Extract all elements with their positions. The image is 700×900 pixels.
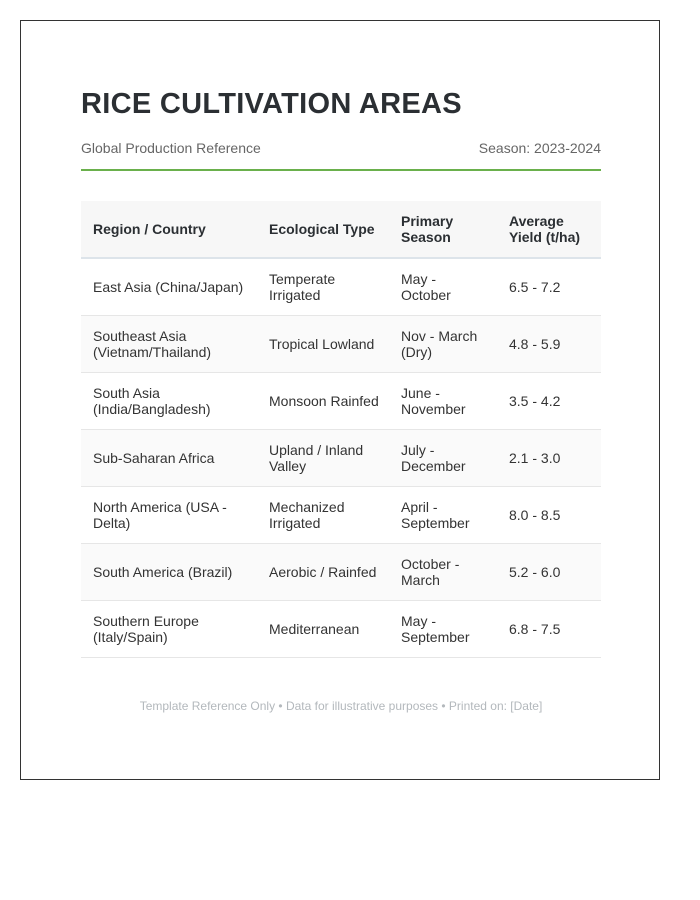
table-row <box>81 258 601 316</box>
cell-ecological-type: Monsoon Rainfed <box>257 373 389 430</box>
column-header-ecological-type: Ecological Type <box>257 201 389 258</box>
cell-average-yield: 6.8 - 7.5 <box>497 601 601 658</box>
cell-region: South America (Brazil) <box>81 544 257 601</box>
meta-row <box>81 139 601 157</box>
cell-average-yield: 6.5 - 7.2 <box>497 258 601 316</box>
table-header-row <box>81 201 601 258</box>
season-label: Season: 2023-2024 <box>478 140 601 156</box>
table-row <box>81 601 601 658</box>
document-subtitle: Global Production Reference <box>81 140 261 156</box>
cell-ecological-type: Mechanized Irrigated <box>257 487 389 544</box>
column-header-region: Region / Country <box>81 201 257 258</box>
cell-primary-season: May - October <box>389 258 497 316</box>
cell-average-yield: 8.0 - 8.5 <box>497 487 601 544</box>
cell-region: North America (USA - Delta) <box>81 487 257 544</box>
cell-primary-season: Nov - March (Dry) <box>389 316 497 373</box>
table-row <box>81 430 601 487</box>
cell-primary-season: October - March <box>389 544 497 601</box>
cell-average-yield: 3.5 - 4.2 <box>497 373 601 430</box>
cell-average-yield: 5.2 - 6.0 <box>497 544 601 601</box>
cell-primary-season: April - September <box>389 487 497 544</box>
cell-ecological-type: Mediterranean <box>257 601 389 658</box>
table-row <box>81 487 601 544</box>
table-row <box>81 316 601 373</box>
cell-ecological-type: Tropical Lowland <box>257 316 389 373</box>
footer-note: Template Reference Only • Data for illustrative purposes • Printed on: [Date] <box>139 699 543 713</box>
cell-average-yield: 4.8 - 5.9 <box>497 316 601 373</box>
table-row <box>81 544 601 601</box>
cell-ecological-type: Aerobic / Rainfed <box>257 544 389 601</box>
column-header-primary-season: Primary Season <box>389 201 497 258</box>
page-title: RICE CULTIVATION AREAS <box>81 88 462 120</box>
cell-primary-season: July - December <box>389 430 497 487</box>
cell-primary-season: June - November <box>389 373 497 430</box>
cell-region: East Asia (China/Japan) <box>81 258 257 316</box>
document-page <box>20 20 660 780</box>
cell-region: Southern Europe (Italy/Spain) <box>81 601 257 658</box>
table-row <box>81 373 601 430</box>
cell-ecological-type: Temperate Irrigated <box>257 258 389 316</box>
cell-region: South Asia (India/Bangladesh) <box>81 373 257 430</box>
cell-region: Southeast Asia (Vietnam/Thailand) <box>81 316 257 373</box>
cell-average-yield: 2.1 - 3.0 <box>497 430 601 487</box>
header-divider <box>81 169 601 171</box>
column-header-average-yield: Average Yield (t/ha) <box>497 201 601 258</box>
cell-primary-season: May - September <box>389 601 497 658</box>
cell-region: Sub-Saharan Africa <box>81 430 257 487</box>
cultivation-table <box>81 201 601 658</box>
cell-ecological-type: Upland / Inland Valley <box>257 430 389 487</box>
